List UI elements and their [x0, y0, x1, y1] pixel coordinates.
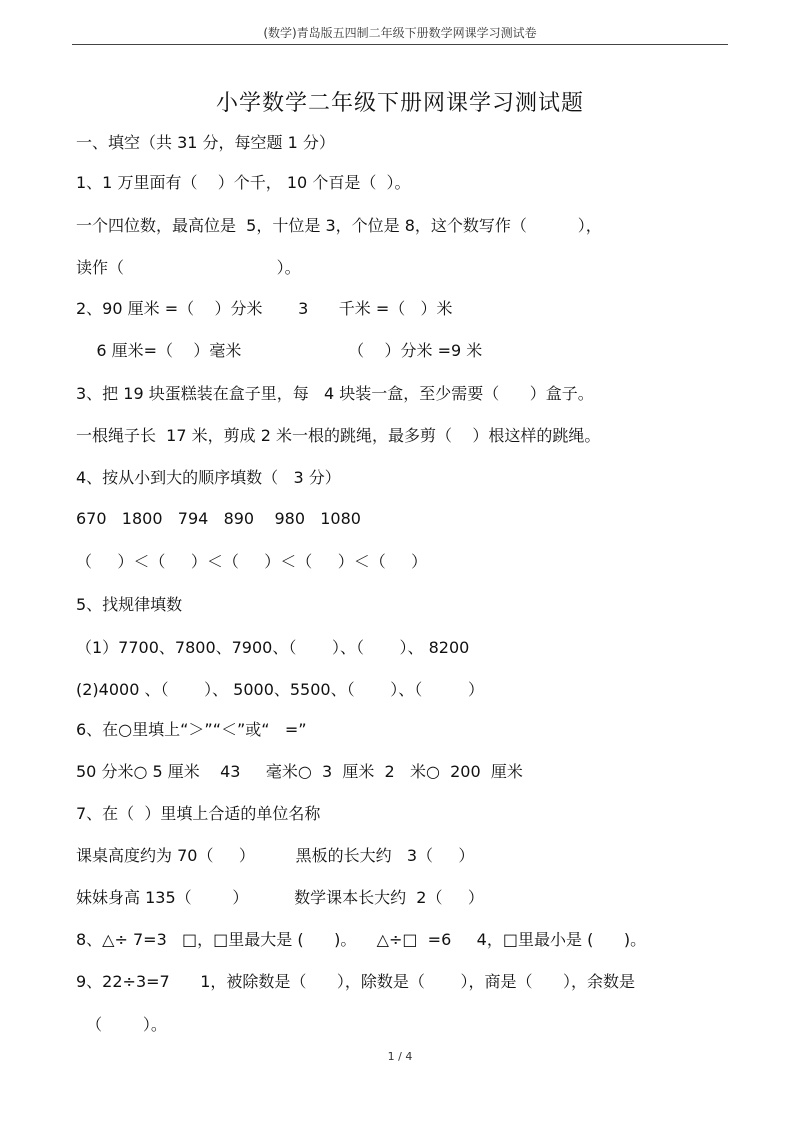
question-7-row-2: 妹妹身高 135（ ） 数学课本长大约 2（ ）	[76, 888, 484, 907]
header-divider	[72, 44, 728, 45]
question-5-part-1: （1）7700、7800、7900、（ ）、（ ）、 8200	[76, 638, 470, 657]
question-6: 6、在○里填上“＞”“＜”或“ =”	[76, 720, 307, 739]
question-1-part-3: 读作（ ）。	[76, 258, 301, 277]
question-1-part-2: 一个四位数，最高位是 5，十位是 3，个位是 8，这个数写作（ ），	[76, 216, 602, 235]
question-2-part-2: 6 厘米=（ ）毫米 （ ）分米 =9 米	[76, 341, 483, 360]
question-3-part-2: 一根绳子长 17 米，剪成 2 米一根的跳绳，最多剪（ ）根这样的跳绳。	[76, 426, 601, 445]
question-9: 9、22÷3=7 1，被除数是（ ），除数是（ ），商是（ ），余数是	[76, 972, 636, 991]
question-1: 1、1 万里面有（ ）个千， 10 个百是（ ）。	[76, 173, 411, 192]
page-number: 1 / 4	[387, 1050, 413, 1063]
question-2: 2、90 厘米 =（ ）分米 3 千米 =（ ）米	[76, 299, 453, 318]
page-header: (数学)青岛版五四制二年级下册数学网课学习测试卷	[263, 26, 537, 40]
question-7-row-1: 课桌高度约为 70（ ） 黑板的长大约 3（ ）	[76, 846, 475, 865]
question-9-part-2: （ ）。	[76, 1015, 167, 1034]
question-5-part-2: (2)4000 、（ ）、 5000、5500、（ ）、（ ）	[76, 680, 484, 699]
question-6-items: 50 分米○ 5 厘米 43 毫米○ 3 厘米 2 米○ 200 厘米	[76, 762, 523, 781]
question-4-numbers: 670 1800 794 890 980 1080	[76, 509, 361, 528]
question-7: 7、在（ ）里填上合适的单位名称	[76, 804, 321, 823]
question-4: 4、按从小到大的顺序填数（ 3 分）	[76, 468, 341, 487]
question-8: 8、△÷ 7=3 □，□里最大是 ( )。 △÷□ =6 4，□里最小是 ( )。	[76, 930, 647, 949]
page-title: 小学数学二年级下册网课学习测试题	[215, 91, 584, 116]
question-4-blanks: （ ）＜（ ）＜（ ）＜（ ）＜（ ）	[76, 552, 428, 571]
question-3: 3、把 19 块蛋糕装在盒子里，每 4 块装一盒，至少需要（ ）盒子。	[76, 384, 594, 403]
question-5: 5、找规律填数	[76, 595, 183, 614]
section-heading: 一、填空（共 31 分，每空题 1 分）	[76, 133, 335, 152]
